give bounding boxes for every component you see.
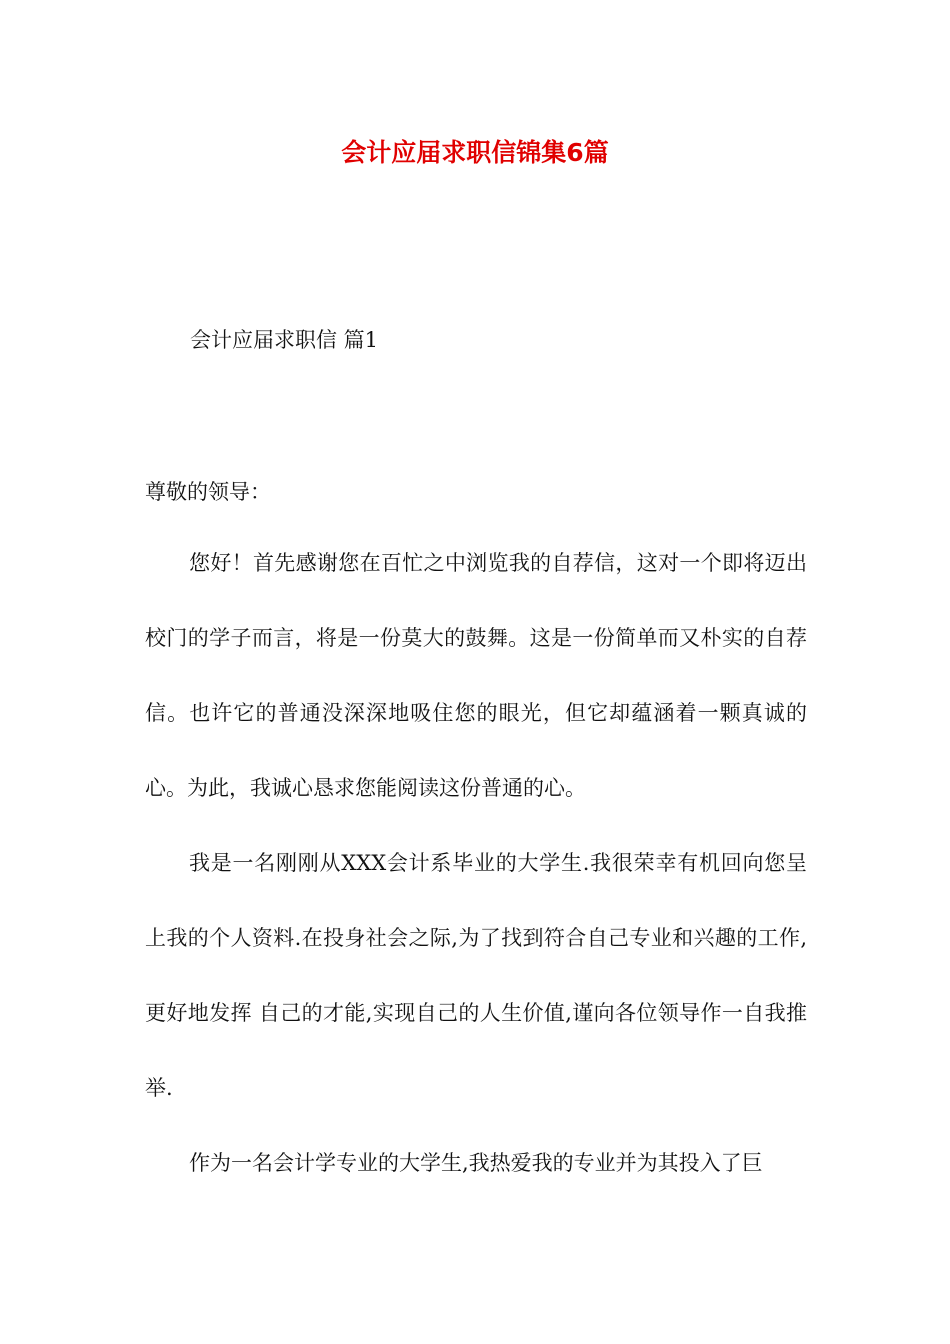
paragraph-1: 您好！首先感谢您在百忙之中浏览我的自荐信，这对一个即将迈出校门的学子而言，将是一份莫大的鼓舞。这是一份简单而又朴实的自荐信。也许它的普通没深深地吸住您的眼光，但它却蕴涵着一颗真诚的心。为此，我诚心恳求您能阅读这份普通的心。 — [145, 551, 807, 800]
paragraph-2: 我是一名刚刚从XXX会计系毕业的大学生.我很荣幸有机回向您呈上我的个人资料.在投身社会之际,为了找到符合自己专业和兴趣的工作,更好地发挥 自己的才能,实现自己的人生价值,谨向各位领导作一自我推举. — [145, 851, 807, 1100]
document-title: 会计应届求职信锦集6篇 — [341, 138, 609, 167]
section-heading: 会计应届求职信 篇1 — [190, 328, 379, 352]
salutation: 尊敬的领导： — [145, 480, 271, 504]
paragraph-3: 作为一名会计学专业的大学生,我热爱我的专业并为其投入了巨 — [189, 1151, 763, 1175]
